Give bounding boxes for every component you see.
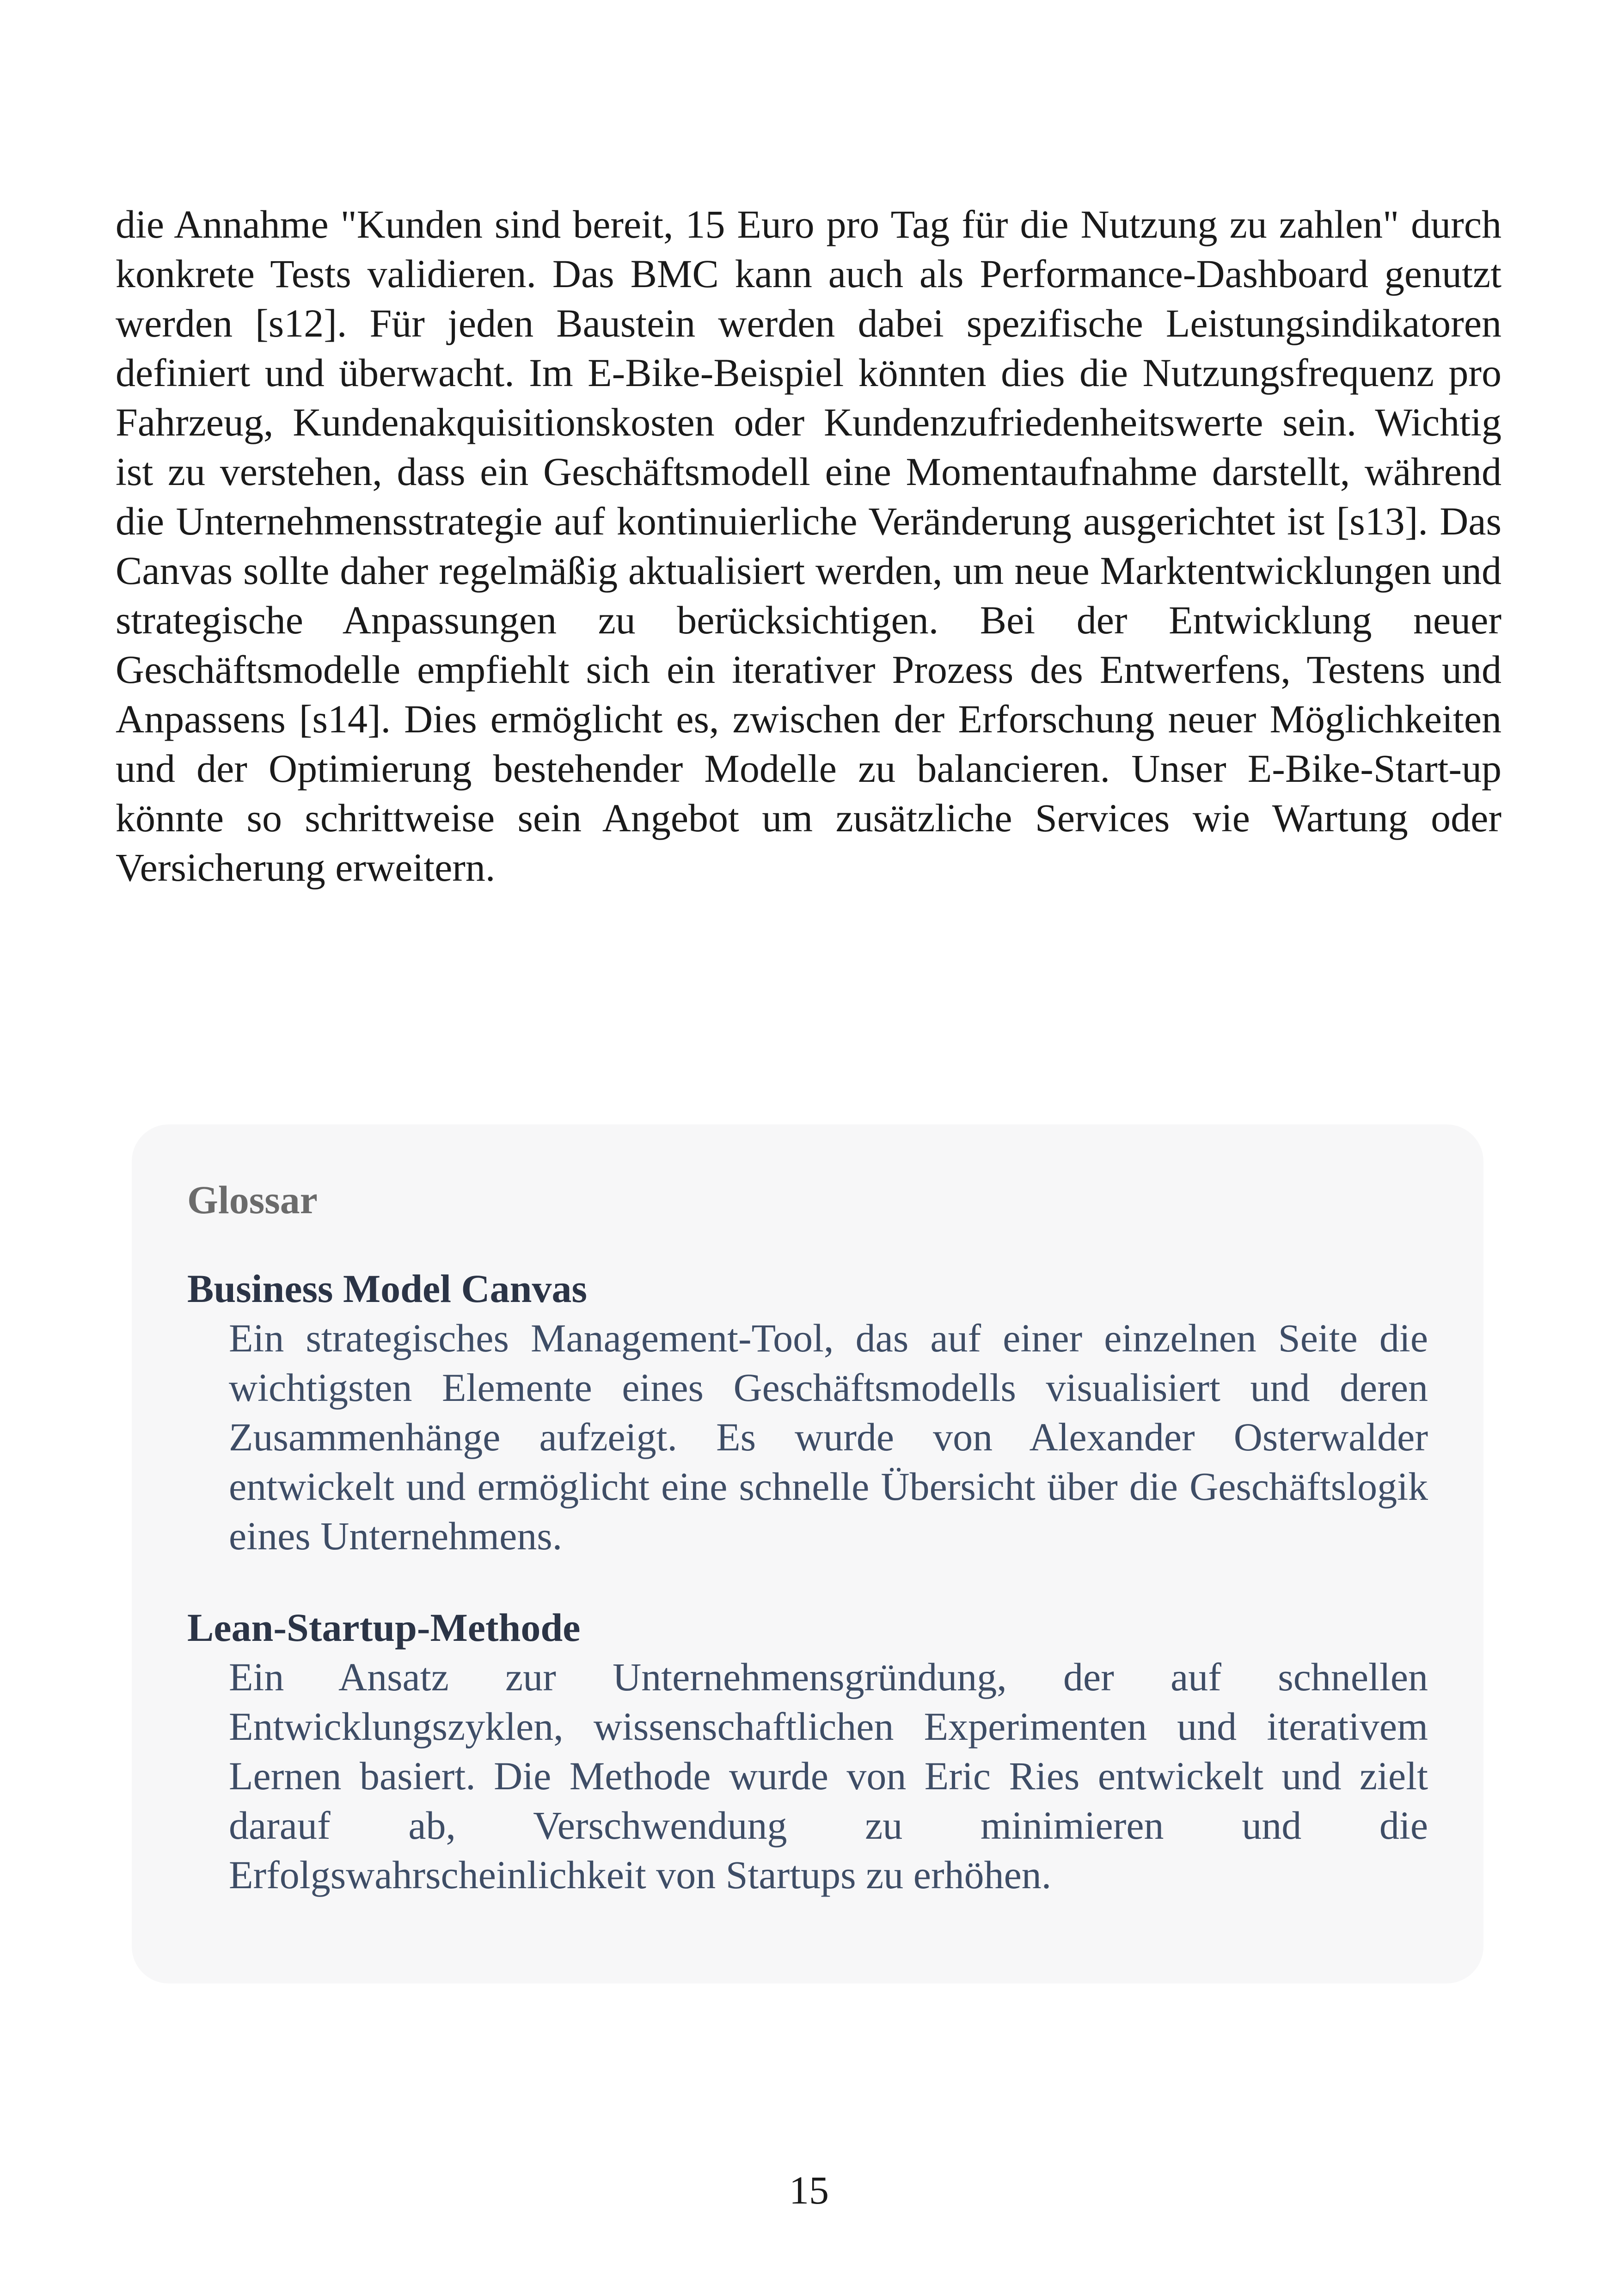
body-paragraph: die Annahme "Kunden sind bereit, 15 Euro pro Tag für die Nutzung zu zahlen" durch konkrete Tests validieren. Das BMC kann auch als Performance-Dashboard genutzt werden [s12]. Für jeden Baustein werden dabei spezifische Leistungsindikatoren definiert und überwacht. Im E-Bike-Beispiel könnten dies die Nutzungsfrequenz pro Fahrzeug, Kundenakquisitionskosten oder Kundenzufriedenheitswerte sein. Wichtig ist zu verstehen, dass ein Geschäftsmodell eine Momentaufnahme darstellt, während die Unternehmensstrategie auf kontinuierliche Veränderung ausgerichtet ist [s13]. Das Canvas sollte daher regelmäßig aktualisiert werden, um neue Marktentwicklungen und strategische Anpassungen zu berücksichtigen. Bei der Entwicklung neuer Geschäftsmodelle empfiehlt sich ein iterativer Prozess des Entwerfens, Testens und Anpassens [s14]. Dies ermöglicht es, zwischen der Erforschung neuer Möglichkeiten und der Optimierung bestehender Modelle zu balancieren. Unser E-Bike-Start-up könnte so schrittweise sein Angebot um zusätzliche Services wie Wartung oder Versicherung erweitern. — [116, 202, 1502, 890]
glossary-title: Glossar — [187, 1178, 318, 1222]
glossary-definition: Ein Ansatz zur Unternehmensgründung, der auf schnellen Entwicklungszyklen, wissenschaftlichen Experimenten und iterativem Lernen basiert. Die Methode wurde von Eric Ries entwickelt und zielt darauf ab, Verschwendung zu minimieren und die Erfolgswahrscheinlichkeit von Startups zu erhöhen. — [229, 1655, 1428, 1897]
glossary-definition: Ein strategisches Management-Tool, das auf einer einzelnen Seite die wichtigsten Elemente eines Geschäftsmodells visualisiert und deren Zusammenhänge aufzeigt. Es wurde von Alexander Osterwalder entwickelt und ermöglicht eine schnelle Übersicht über die Geschäftslogik eines Unternehmens. — [229, 1316, 1428, 1558]
glossary-entry — [187, 1603, 1428, 1900]
glossary-term: Lean-Startup-Methode — [187, 1605, 581, 1650]
glossary-term: Business Model Canvas — [187, 1266, 587, 1311]
glossary-entry — [187, 1264, 1428, 1561]
page-number: 15 — [789, 2168, 829, 2212]
glossary-box — [132, 1124, 1483, 1983]
